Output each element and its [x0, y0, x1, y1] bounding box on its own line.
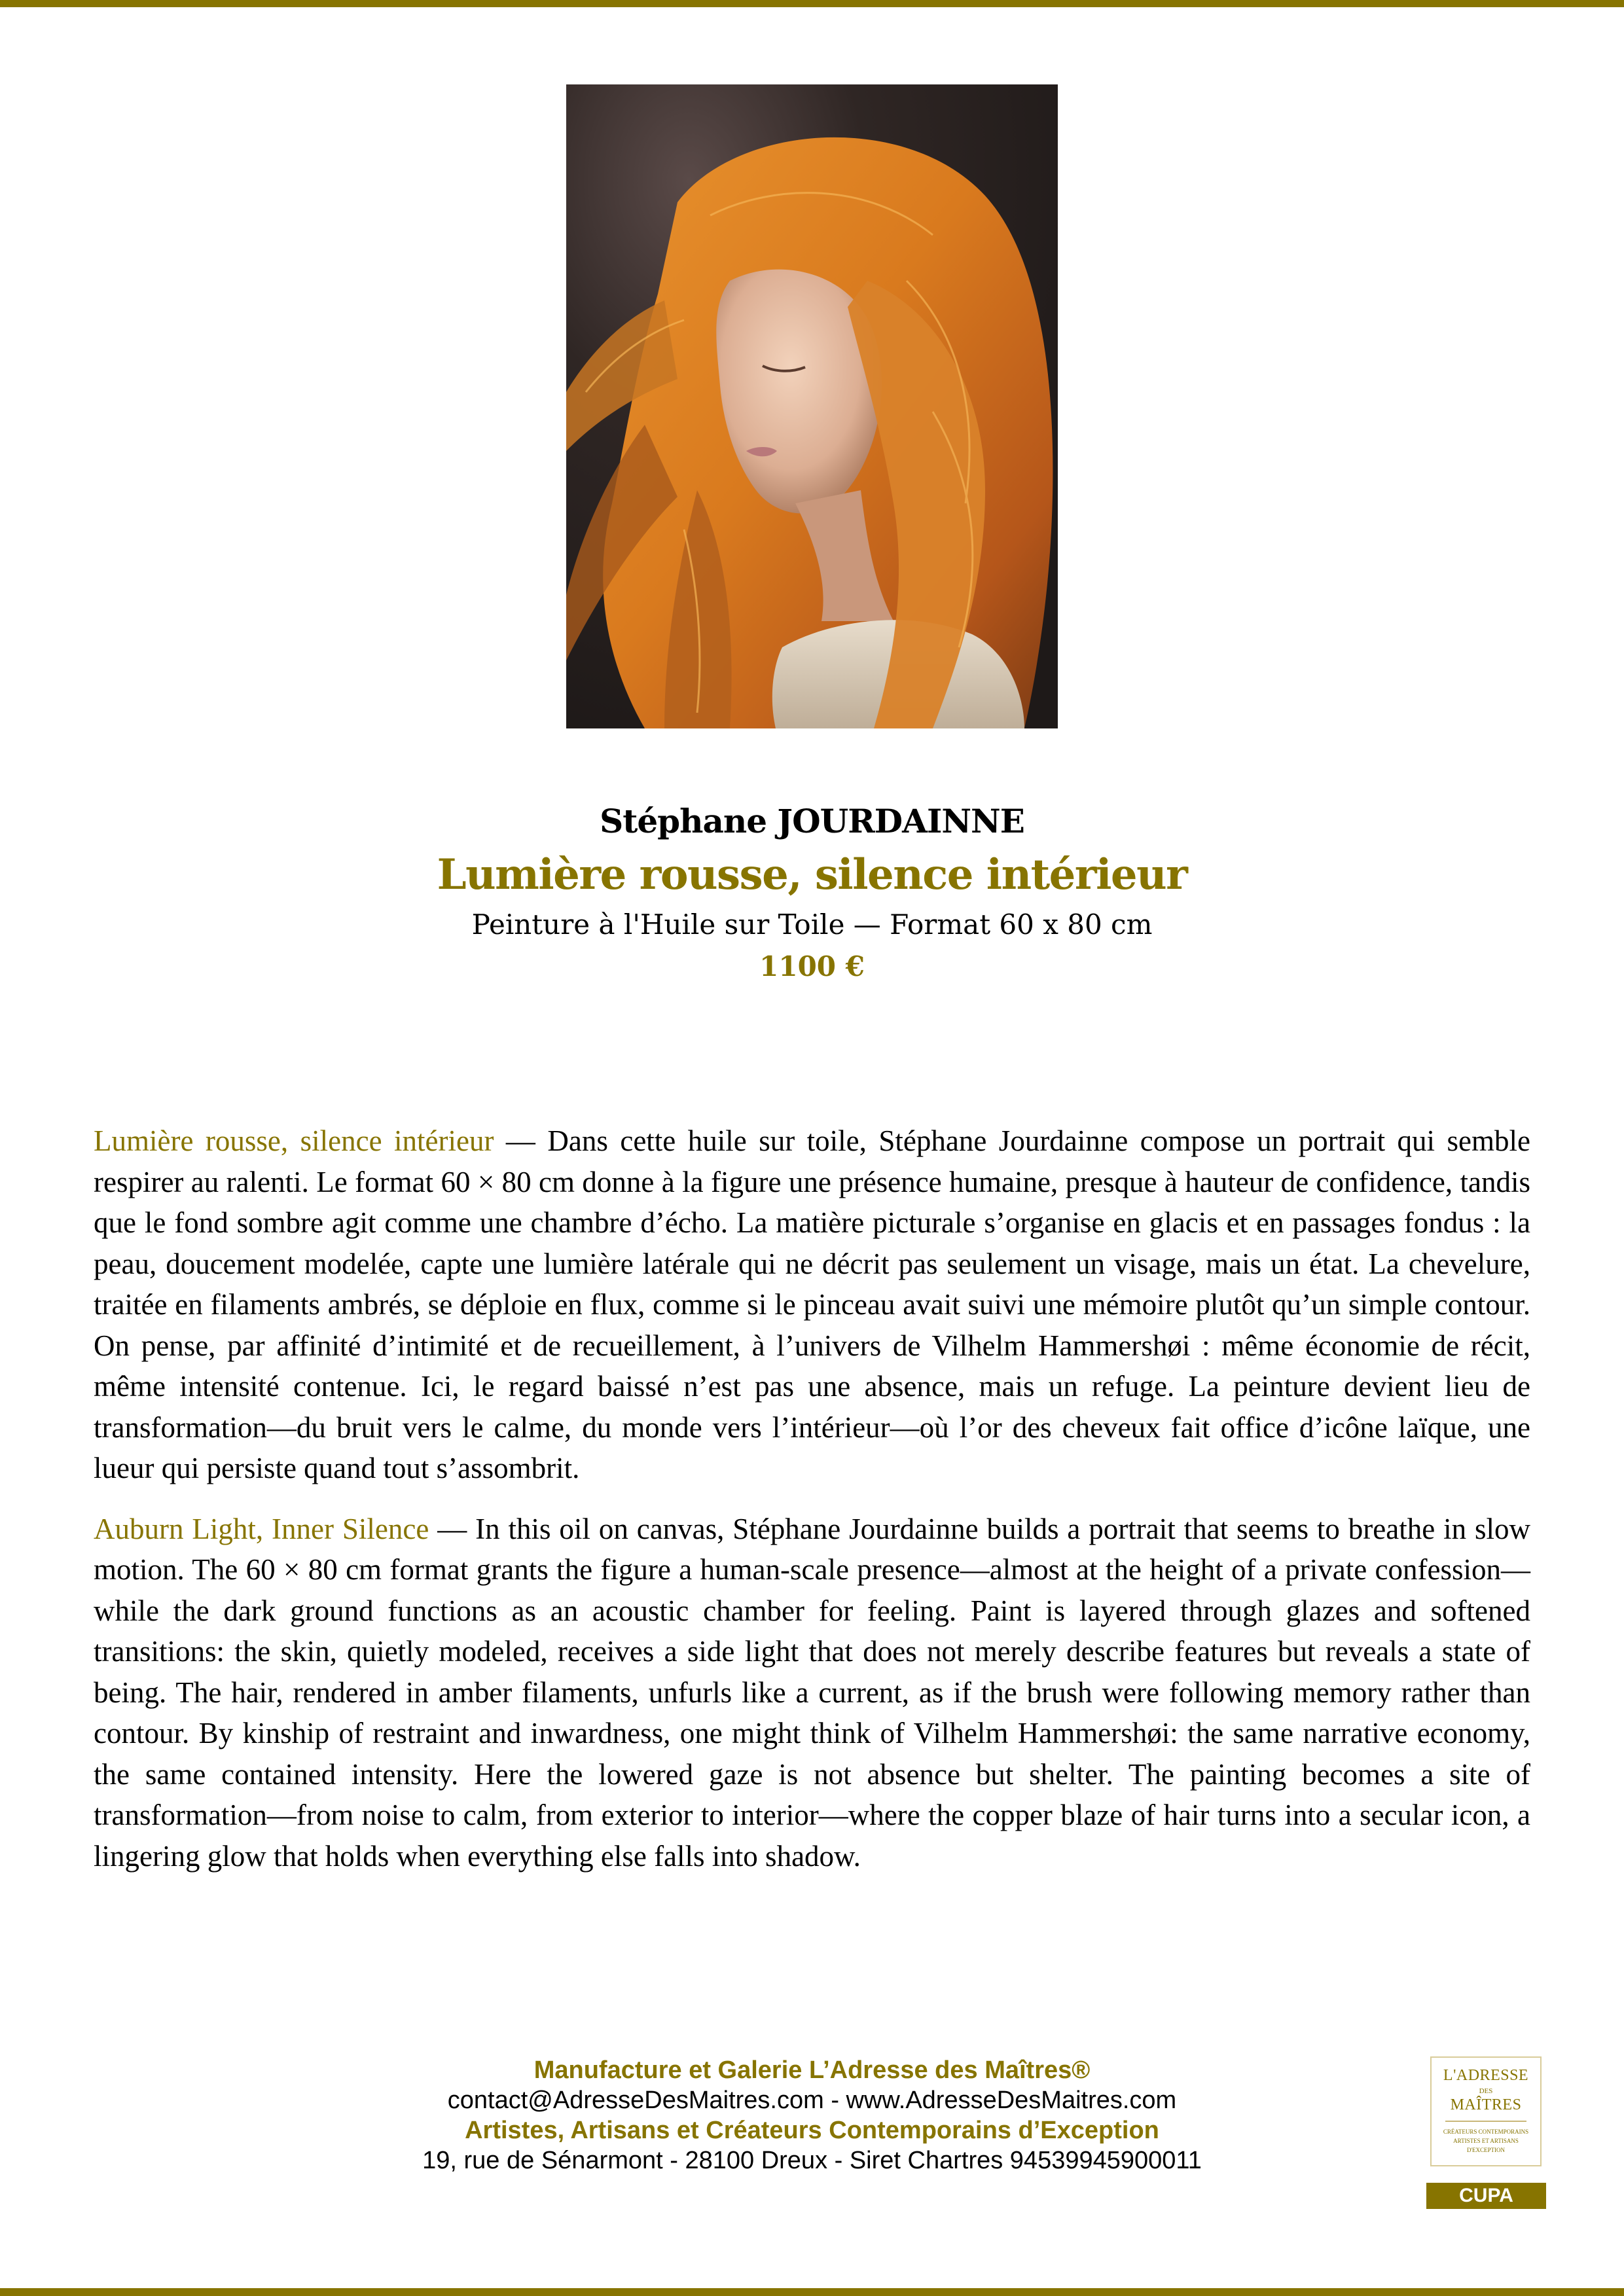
gallery-logo	[1430, 2056, 1542, 2166]
artwork-price: 1100 €	[759, 950, 865, 982]
logo-sub-3: D'EXCEPTION	[1466, 2147, 1506, 2153]
painting-illustration	[566, 84, 1058, 728]
gallery-address: 19, rue de Sénarmont - 28100 Dreux - Siret Chartres 94539945900011	[422, 2147, 1202, 2174]
gallery-contact[interactable]: contact@AdresseDesMaitres.com - www.AdresseDesMaitres.com	[447, 2087, 1177, 2114]
logo-sub-2: ARTISTES ET ARTISANS	[1453, 2138, 1519, 2144]
artwork-image	[566, 84, 1058, 728]
gallery-tagline: Artistes, Artisans et Créateurs Contemporains d’Exception	[465, 2117, 1159, 2144]
logo-line-1: L'ADRESSE	[1443, 2067, 1529, 2084]
logo-sub-1: CRÉATEURS CONTEMPORAINS	[1443, 2128, 1529, 2135]
description-french	[94, 1121, 1530, 1489]
top-accent-bar	[0, 0, 1624, 7]
artwork-medium-format: Peinture à l'Huile sur Toile — Format 60 x 80 cm	[471, 908, 1153, 941]
bottom-accent-bar	[0, 2288, 1624, 2296]
gallery-footer	[0, 2055, 1624, 2176]
logo-line-3: MAÎTRES	[1450, 2096, 1522, 2113]
artwork-description	[94, 1121, 1530, 1896]
artwork-header	[0, 795, 1624, 988]
description-english	[94, 1509, 1530, 1877]
gallery-name: Manufacture et Galerie L’Adresse des Maîtres®	[533, 2056, 1091, 2084]
artwork-title: Lumière rousse, silence intérieur	[437, 850, 1187, 899]
cupa-badge: CUPA	[1426, 2183, 1546, 2209]
artist-name: Stéphane JOURDAINNE	[600, 802, 1024, 840]
description-english-body: — In this oil on canvas, Stéphane Jourdainne builds a portrait that seems to breathe in slow motion. The 60 × 80 cm format grants the figure a human-scale presence—almost at the height of a private confession—while the dark ground functions as an acoustic chamber for feeling. Paint is layered through glazes and softened transitions: the skin, quietly modeled, receives a side light that does not merely describe features but reveals a state of being. The hair, rendered in amber filaments, unfurls like a current, as if the brush were following memory rather than contour. By kinship of restraint and inwardness, one might think of Vilhelm Hammershøi: the same narrative economy, the same contained intensity. Here the lowered gaze is not absence but shelter. The painting becomes a site of transformation—from noise to calm, from exterior to interior—where the copper blaze of hair turns into a secular icon, a lingering glow that holds when everything else falls into shadow.	[94, 1512, 1531, 1873]
logo-divider	[1445, 2121, 1526, 2122]
description-french-lead: Lumière rousse, silence intérieur	[94, 1124, 494, 1157]
description-english-lead: Auburn Light, Inner Silence	[94, 1512, 429, 1545]
logo-line-2: DES	[1479, 2087, 1493, 2095]
description-french-body: — Dans cette huile sur toile, Stéphane Jourdainne compose un portrait qui semble respirer au ralenti. Le format 60 × 80 cm donne à la figure une présence humaine, presque à hauteur de confidence, tandis que le fond sombre agit comme une chambre d’écho. La matière picturale s’organise en glacis et en passages fondus : la peau, doucement modelée, capte une lumière latérale qui ne décrit pas seulement un visage, mais un état. La chevelure, traitée en filaments ambrés, se déploie en flux, comme si le pinceau avait suivi une mémoire plutôt qu’un simple contour. On pense, par affinité d’intimité et de recueillement, à l’univers de Vilhelm Hammershøi : même économie de récit, même intensité contenue. Ici, le regard baissé n’est pas une absence, mais un refuge. La peinture devient lieu de transformation—du bruit vers le calme, du monde vers l’intérieur—où l’or des cheveux fait office d’icône laïque, une lueur qui persiste quand tout s’assombrit.	[94, 1124, 1530, 1484]
